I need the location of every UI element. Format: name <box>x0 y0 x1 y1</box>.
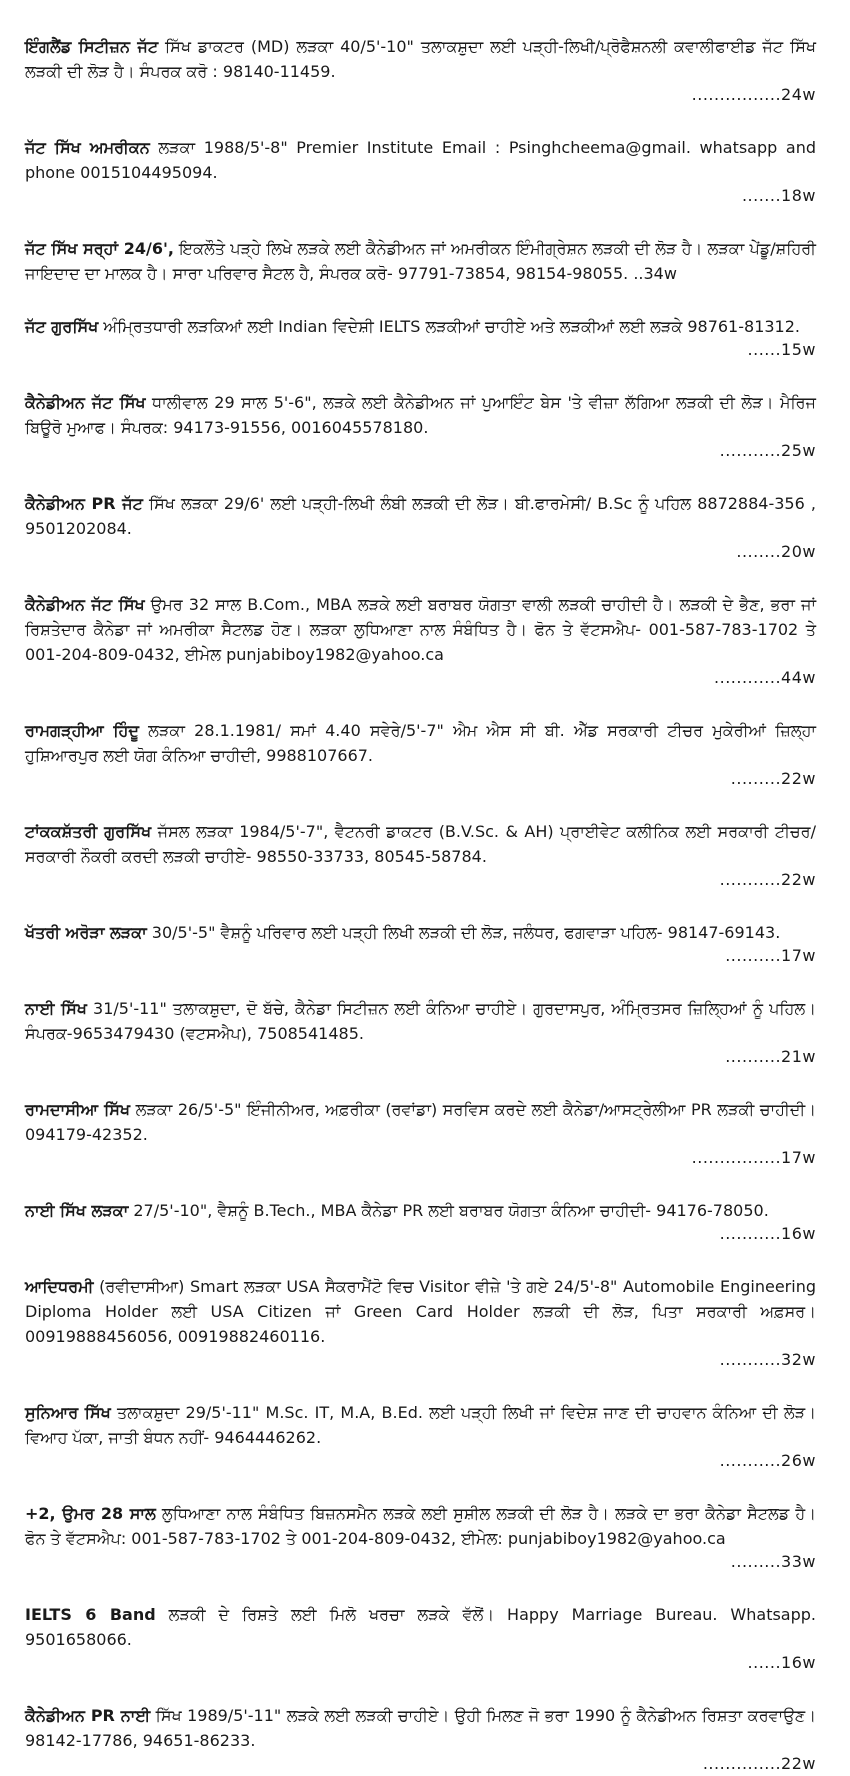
ad-lead: ਜੱਟ ਸਿੱਖ ਅਮਰੀਕਨ <box>25 138 150 157</box>
ad-word-count: ...........32w <box>719 1350 816 1369</box>
classified-ad <box>25 1501 816 1574</box>
ad-word-count: ...........16w <box>719 1224 816 1243</box>
classified-ad <box>25 1602 816 1675</box>
classified-ad <box>25 1274 816 1372</box>
classified-ad <box>25 996 816 1069</box>
ad-word-count: ...........26w <box>719 1451 816 1470</box>
ad-lead: ਆਦਿਧਰਮੀ <box>25 1277 94 1296</box>
ad-body: ਇਕਲੌਤੇ ਪੜ੍ਹੇ ਲਿਖੇ ਲੜਕੇ ਲਈ ਕੈਨੇਡੀਅਨ ਜਾਂ ਅਮਰੀਕਨ ਇੰਮੀਗ੍ਰੇਸ਼ਨ ਲੜਕੀ ਦੀ ਲੋੜ ਹੈ। ਲੜਕਾ ਪੇਂਡੂ/ਸ਼ਹਿਰੀ ਜਾਇਦਾਦ ਦਾ ਮਾਲਕ ਹੈ। ਸਾਰਾ ਪਰਿਵਾਰ ਸੈਟਲ ਹੈ, ਸੰਪਰਕ ਕਰੋ- 97791-73854, 98154-98055. ..34w <box>25 239 817 283</box>
ad-lead: ਜੱਟ ਗੁਰਸਿੱਖ <box>25 317 99 336</box>
classified-ad <box>25 920 816 968</box>
ad-body: ਲੜਕਾ 26/5'-5" ਇੰਜੀਨੀਅਰ, ਅਫ਼ਰੀਕਾ (ਰਵਾਂਡਾ) ਸਰਵਿਸ ਕਰਦੇ ਲਈ ਕੈਨੇਡਾ/ਆਸਟ੍ਰੇਲੀਆ PR ਲੜਕੀ ਚਾਹੀਦੀ। 094179-42352. <box>25 1100 816 1144</box>
ad-body: ਲੁਧਿਆਣਾ ਨਾਲ ਸੰਬੰਧਿਤ ਬਿਜ਼ਨਸਮੈਨ ਲੜਕੇ ਲਈ ਸੁਸ਼ੀਲ ਲੜਕੀ ਦੀ ਲੋੜ ਹੈ। ਲੜਕੇ ਦਾ ਭਰਾ ਕੈਨੇਡਾ ਸੈਟਲਡ ਹੈ। ਫੋਨ ਤੇ ਵੱਟਸਐਪ: 001-587-783-1702 ਤੇ 001-204-809-0432, ਈਮੇਲ: punjabiboy1982@yahoo.ca <box>25 1504 816 1548</box>
ad-word-count: ......15w <box>747 340 816 359</box>
ad-body: 30/5'-5" ਵੈਸ਼ਨੂੰ ਪਰਿਵਾਰ ਲਈ ਪੜ੍ਹੀ ਲਿਖੀ ਲੜਕੀ ਦੀ ਲੋੜ, ਜਲੰਧਰ, ਫਗਵਾੜਾ ਪਹਿਲ- 98147-69143. <box>146 923 781 942</box>
classified-ad <box>25 314 816 362</box>
classified-ad <box>25 1400 816 1473</box>
ad-body: 27/5'-10", ਵੈਸ਼ਨੂੰ B.Tech., MBA ਕੈਨੇਡਾ PR ਲਈ ਬਰਾਬਰ ਯੋਗਤਾ ਕੰਨਿਆ ਚਾਹੀਦੀ- 94176-78050. <box>128 1201 769 1220</box>
ad-body: ਸਿੱਖ ਲੜਕਾ 29/6' ਲਈ ਪੜ੍ਹੀ-ਲਿਖੀ ਲੰਬੀ ਲੜਕੀ ਦੀ ਲੋੜ। ਬੀ.ਫਾਰਮੇਸੀ/ B.Sc ਨੂੰ ਪਹਿਲ 8872884-356 , 9501202084. <box>25 494 816 538</box>
ad-lead: ਕੈਨੇਡੀਅਨ PR ਨਾਈ <box>25 1706 151 1725</box>
classified-ad <box>25 236 816 286</box>
ad-word-count: ...........22w <box>719 870 816 889</box>
classified-ad <box>25 34 816 107</box>
ad-word-count: ......16w <box>747 1653 816 1672</box>
ad-lead: ਟਾਂਕਕਸ਼ੱਤਰੀ ਗੁਰਸਿੱਖ <box>25 822 152 841</box>
classified-ad <box>25 1198 816 1246</box>
ad-body: ਉਮਰ 32 ਸਾਲ B.Com., MBA ਲੜਕੇ ਲਈ ਬਰਾਬਰ ਯੋਗਤਾ ਵਾਲੀ ਲੜਕੀ ਚਾਹੀਦੀ ਹੈ। ਲੜਕੀ ਦੇ ਭੈਣ, ਭਰਾ ਜਾਂ ਰਿਸ਼ਤੇਦਾਰ ਕੈਨੇਡਾ ਜਾਂ ਅਮਰੀਕਾ ਸੈਟਲਡ ਹੋਣ। ਲੜਕਾ ਲੁਧਿਆਣਾ ਨਾਲ ਸੰਬੰਧਿਤ ਹੈ। ਫੋਨ ਤੇ ਵੱਟਸਐਪ- 001-587-783-1702 ਤੇ 001-204-809-0432, ਈਮੇਲ punjabiboy1982@yahoo.ca <box>25 595 816 664</box>
ad-body: ਤਲਾਕਸ਼ੁਦਾ 29/5'-11" M.Sc. IT, M.A, B.Ed. ਲਈ ਪੜ੍ਹੀ ਲਿਖੀ ਜਾਂ ਵਿਦੇਸ਼ ਜਾਣ ਦੀ ਚਾਹਵਾਨ ਕੰਨਿਆ ਦੀ ਲੋੜ। ਵਿਆਹ ਪੱਕਾ, ਜਾਤੀ ਬੰਧਨ ਨਹੀਂ- 9464446262. <box>25 1403 816 1447</box>
ad-lead: ਰਾਮਦਾਸੀਆ ਸਿੱਖ <box>25 1100 131 1119</box>
ad-body: ਧਾਲੀਵਾਲ 29 ਸਾਲ 5'-6", ਲੜਕੇ ਲਈ ਕੈਨੇਡੀਅਨ ਜਾਂ ਪੁਆਇੰਟ ਬੇਸ 'ਤੇ ਵੀਜ਼ਾ ਲੱਗਿਆ ਲੜਕੀ ਦੀ ਲੋੜ। ਮੈਰਿਜ ਬਿਊਰੋ ਮੁਆਫ। ਸੰਪਰਕ: 94173-91556, 0016045578180. <box>25 393 817 437</box>
ad-word-count: ..........21w <box>725 1047 816 1066</box>
ad-lead: ਕੈਨੇਡੀਅਨ ਜੱਟ ਸਿੱਖ <box>25 595 145 614</box>
ad-lead: ਕੈਨੇਡੀਅਨ ਜੱਟ ਸਿੱਖ <box>25 393 146 412</box>
ad-lead: ਖੱਤਰੀ ਅਰੋੜਾ ਲੜਕਾ <box>25 923 147 942</box>
ad-body: ਲੜਕਾ 28.1.1981/ ਸਮਾਂ 4.40 ਸਵੇਰੇ/5'-7" ਐਮ ਐਸ ਸੀ ਬੀ. ਐੱਡ ਸਰਕਾਰੀ ਟੀਚਰ ਮੁਕੇਰੀਆਂ ਜ਼ਿਲ੍ਹਾ ਹੁਸ਼ਿਆਰਪੁਰ ਲਈ ਯੋਗ ਕੰਨਿਆ ਚਾਹੀਦੀ, 9988107667. <box>25 721 816 765</box>
ad-body: 31/5'-11" ਤਲਾਕਸ਼ੁਦਾ, ਦੋ ਬੱਚੇ, ਕੈਨੇਡਾ ਸਿਟੀਜ਼ਨ ਲਈ ਕੰਨਿਆ ਚਾਹੀਏ। ਗੁਰਦਾਸਪੁਰ, ਅੰਮ੍ਰਿਤਸਰ ਜ਼ਿਲ੍ਹਿਆਂ ਨੂੰ ਪਹਿਲ। ਸੰਪਰਕ-9653479430 (ਵਟਸਐਪ), 7508541485. <box>25 999 816 1043</box>
ad-word-count: ............44w <box>714 668 816 687</box>
classified-ad <box>25 1097 816 1170</box>
ad-lead: ਕੈਨੇਡੀਅਨ PR ਜੱਟ <box>25 494 143 513</box>
ad-word-count: .......18w <box>741 186 816 205</box>
ad-word-count: ................24w <box>691 85 816 104</box>
ad-lead: ਇੰਗਲੈਂਡ ਸਿਟੀਜ਼ਨ ਜੱਟ <box>25 37 159 56</box>
ad-lead: ਸੁਨਿਆਰ ਸਿੱਖ <box>25 1403 111 1422</box>
classified-ad <box>25 135 816 208</box>
ad-body: ਸਿੱਖ 1989/5'-11" ਲੜਕੇ ਲਈ ਲੜਕੀ ਚਾਹੀਏ। ਉਹੀ ਮਿਲਣ ਜੋ ਭਰਾ 1990 ਨੂੰ ਕੈਨੇਡੀਅਨ ਰਿਸ਼ਤਾ ਕਰਵਾਉਣ। 98142-17786, 94651-86233. <box>25 1706 817 1750</box>
ad-word-count: .........33w <box>730 1552 816 1571</box>
ad-lead: ਰਾਮਗੜ੍ਹੀਆ ਹਿੰਦੂ <box>25 721 139 740</box>
classified-ad <box>25 390 816 463</box>
ad-body: ਜੱਸਲ ਲੜਕਾ 1984/5'-7", ਵੈਟਨਰੀ ਡਾਕਟਰ (B.V.Sc. & AH) ਪ੍ਰਾਈਵੇਟ ਕਲੀਨਿਕ ਲਈ ਸਰਕਾਰੀ ਟੀਚਰ/ਸਰਕਾਰੀ ਨੌਕਰੀ ਕਰਦੀ ਲੜਕੀ ਚਾਹੀਏ- 98550-33733, 80545-58784. <box>25 822 816 866</box>
ad-word-count: ........20w <box>736 542 816 561</box>
ad-body: ਲੜਕੀ ਦੇ ਰਿਸ਼ਤੇ ਲਈ ਮਿਲੋ ਖਰਚਾ ਲੜਕੇ ਵੱਲੋਂ। Happy Marriage Bureau. Whatsapp. 9501658066. <box>25 1605 817 1649</box>
ad-lead: ਨਾਈ ਸਿੱਖ ਲੜਕਾ <box>25 1201 129 1220</box>
ad-lead: ਜੱਟ ਸਿੱਖ ਸਰ੍ਹਾਂ 24/6', <box>25 239 174 258</box>
ad-lead: IELTS 6 Band <box>25 1605 156 1624</box>
ad-body: ਅੰਮ੍ਰਿਤਧਾਰੀ ਲੜਕਿਆਂ ਲਈ Indian ਵਿਦੇਸ਼ੀ IELTS ਲੜਕੀਆਂ ਚਾਹੀਏ ਅਤੇ ਲੜਕੀਆਂ ਲਈ ਲੜਕੇ 98761-81312. <box>98 317 800 336</box>
ad-word-count: ................17w <box>691 1148 816 1167</box>
ad-word-count: ..............22w <box>702 1754 816 1773</box>
ad-word-count: .........22w <box>730 769 816 788</box>
classified-ad <box>25 1703 816 1776</box>
ad-lead: ਨਾਈ ਸਿੱਖ <box>25 999 87 1018</box>
classified-ad <box>25 718 816 791</box>
ad-word-count: ...........25w <box>719 441 816 460</box>
ad-body: ਲੜਕਾ 1988/5'-8" Premier Institute Email : Psinghcheema@gmail. whatsapp and phone 0015104495094. <box>25 138 816 182</box>
ad-word-count: ..........17w <box>725 946 816 965</box>
classified-ad <box>25 819 816 892</box>
classified-ad <box>25 592 816 690</box>
ad-body: ਸਿੱਖ ਡਾਕਟਰ (MD) ਲੜਕਾ 40/5'-10" ਤਲਾਕਸ਼ੁਦਾ ਲਈ ਪੜ੍ਹੀ-ਲਿਖੀ/ਪ੍ਰੋਫੈਸ਼ਨਲੀ ਕਵਾਲੀਫਾਈਡ ਜੱਟ ਸਿੱਖ ਲੜਕੀ ਦੀ ਲੋੜ ਹੈ। ਸੰਪਰਕ ਕਰੋ : 98140-11459. <box>25 37 816 81</box>
classified-ad <box>25 491 816 564</box>
ad-body: (ਰਵੀਦਾਸੀਆ) Smart ਲੜਕਾ USA ਸੈਕਰਾਮੈਂਟੋ ਵਿਚ Visitor ਵੀਜ਼ੇ 'ਤੇ ਗਏ 24/5'-8" Automobile Engineering Diploma Holder ਲਈ USA Citizen ਜਾਂ Green Card Holder ਲੜਕੀ ਦੀ ਲੋੜ, ਪਿਤਾ ਸਰਕਾਰੀ ਅਫ਼ਸਰ। 00919888456056, 00919882460116. <box>25 1277 816 1346</box>
ad-lead: +2, ਉਮਰ 28 ਸਾਲ <box>25 1504 156 1523</box>
